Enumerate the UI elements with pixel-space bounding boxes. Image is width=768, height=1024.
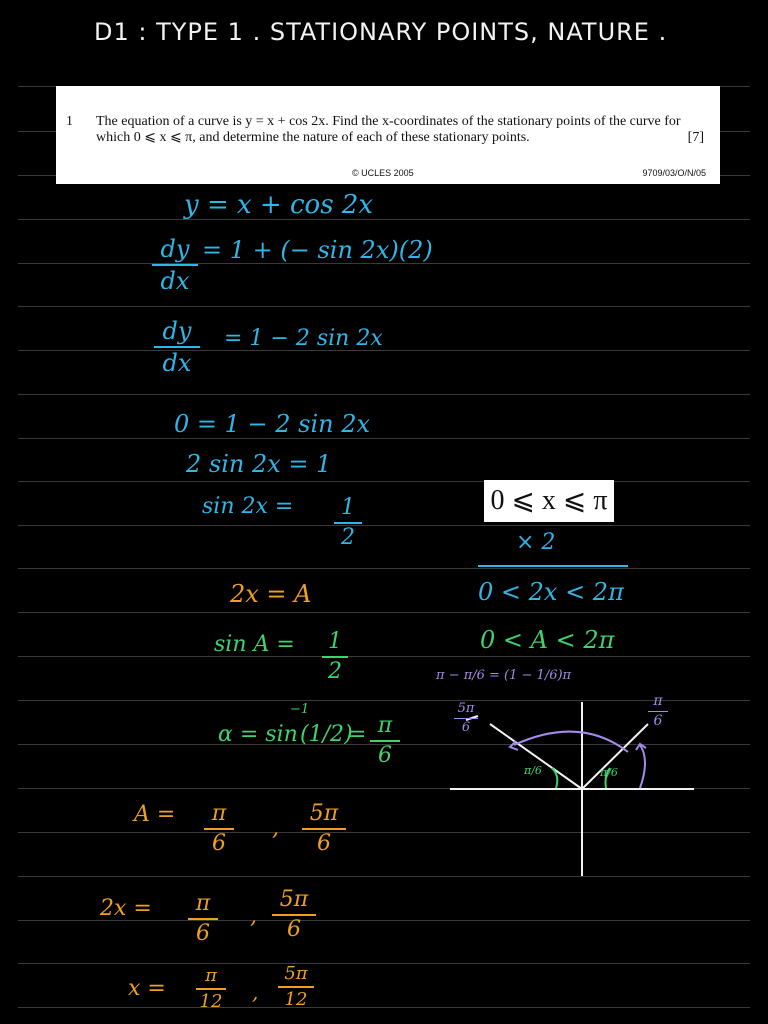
- six-text: 6: [212, 831, 226, 857]
- working-line-4: 0 = 1 − 2 sin 2x: [174, 410, 371, 438]
- pi-text: π: [195, 891, 211, 916]
- question-text: The equation of a curve is y = x + cos 2x. Find the x-coordinates of the stationary points of the curve for which 0 ⩽ x ⩽ π, and determine the nature of each of these stationary points.: [96, 114, 681, 145]
- x-solutions-lhs: x =: [128, 976, 166, 1001]
- six-text: 6: [196, 921, 210, 947]
- working-line-2: = 1 + (− sin 2x)(2): [202, 236, 433, 264]
- large-angle-arc: [514, 732, 628, 752]
- one-text: 1: [341, 495, 355, 520]
- six-text: 6: [378, 743, 392, 769]
- numerator: 5π: [457, 701, 475, 716]
- five-pi-text: 5π: [279, 887, 309, 912]
- angle-label-right: π/6: [600, 766, 618, 779]
- working-line-1: y = x + cos 2x: [184, 190, 374, 220]
- twelve-text: 12: [284, 988, 308, 1010]
- pi-text: π: [205, 965, 217, 986]
- A-solutions-lhs: A =: [134, 802, 176, 827]
- question-marks: [7]: [687, 130, 704, 145]
- page-title: D1 : TYPE 1 . STATIONARY POINTS, NATURE .: [94, 18, 668, 46]
- dy-text: dy: [160, 235, 190, 263]
- pi-text: π: [211, 801, 227, 826]
- ray-5pi-6: [490, 724, 582, 789]
- label-5pi-6: [454, 702, 478, 736]
- one-text: 1: [328, 629, 342, 654]
- twelve-text: 12: [199, 990, 223, 1012]
- working-line-5: 2 sin 2x = 1: [186, 450, 332, 478]
- alpha-argument: (1/2): [300, 722, 353, 747]
- label-pi-6: [648, 694, 668, 730]
- alpha-equals: =: [348, 722, 367, 747]
- fraction-bar: [648, 711, 668, 712]
- five-pi-text: 5π: [309, 801, 339, 826]
- copyright-text: © UCLES 2005: [352, 168, 414, 178]
- pi-text: π: [377, 713, 393, 738]
- working-line-6: sin 2x =: [202, 494, 294, 519]
- denominator: 6: [653, 713, 663, 730]
- alpha-line: α = sin: [218, 722, 298, 747]
- six-text: 6: [317, 831, 331, 857]
- comma: ,: [252, 980, 259, 1004]
- 2x-solutions-lhs: 2x =: [100, 896, 152, 921]
- six-text: 6: [287, 917, 301, 943]
- dy-text: dy: [162, 317, 192, 345]
- substitution-line: 2x = A: [230, 580, 312, 608]
- dx-text: dx: [160, 267, 190, 296]
- range-2x: 0 < 2x < 2π: [478, 578, 624, 606]
- two-text: 2: [328, 659, 342, 685]
- inverse-superscript: −1: [290, 702, 310, 717]
- times-two-text: × 2: [516, 530, 556, 555]
- paper-code: 9709/03/O/N/05: [642, 168, 706, 178]
- angle-label-left: π/6: [524, 764, 542, 777]
- small-angle-arc: [640, 745, 645, 788]
- fraction-bar: [454, 718, 478, 719]
- denominator: 6: [461, 720, 471, 736]
- working-line-3: = 1 − 2 sin 2x: [224, 326, 383, 351]
- range-A: 0 < A < 2π: [480, 626, 615, 654]
- five-pi-text: 5π: [284, 963, 308, 984]
- range-box: 0 ⩽ x ⩽ π: [484, 480, 614, 522]
- numerator: π: [653, 693, 663, 709]
- comma: ,: [250, 904, 257, 929]
- two-text: 2: [341, 525, 355, 551]
- comma: ,: [272, 816, 279, 841]
- diagram-top-note: π − π/6 = (1 − 1/6)π: [436, 668, 572, 683]
- question-number: 1: [66, 114, 73, 129]
- sinA-line: sin A =: [214, 632, 295, 657]
- dx-text: dx: [162, 349, 192, 378]
